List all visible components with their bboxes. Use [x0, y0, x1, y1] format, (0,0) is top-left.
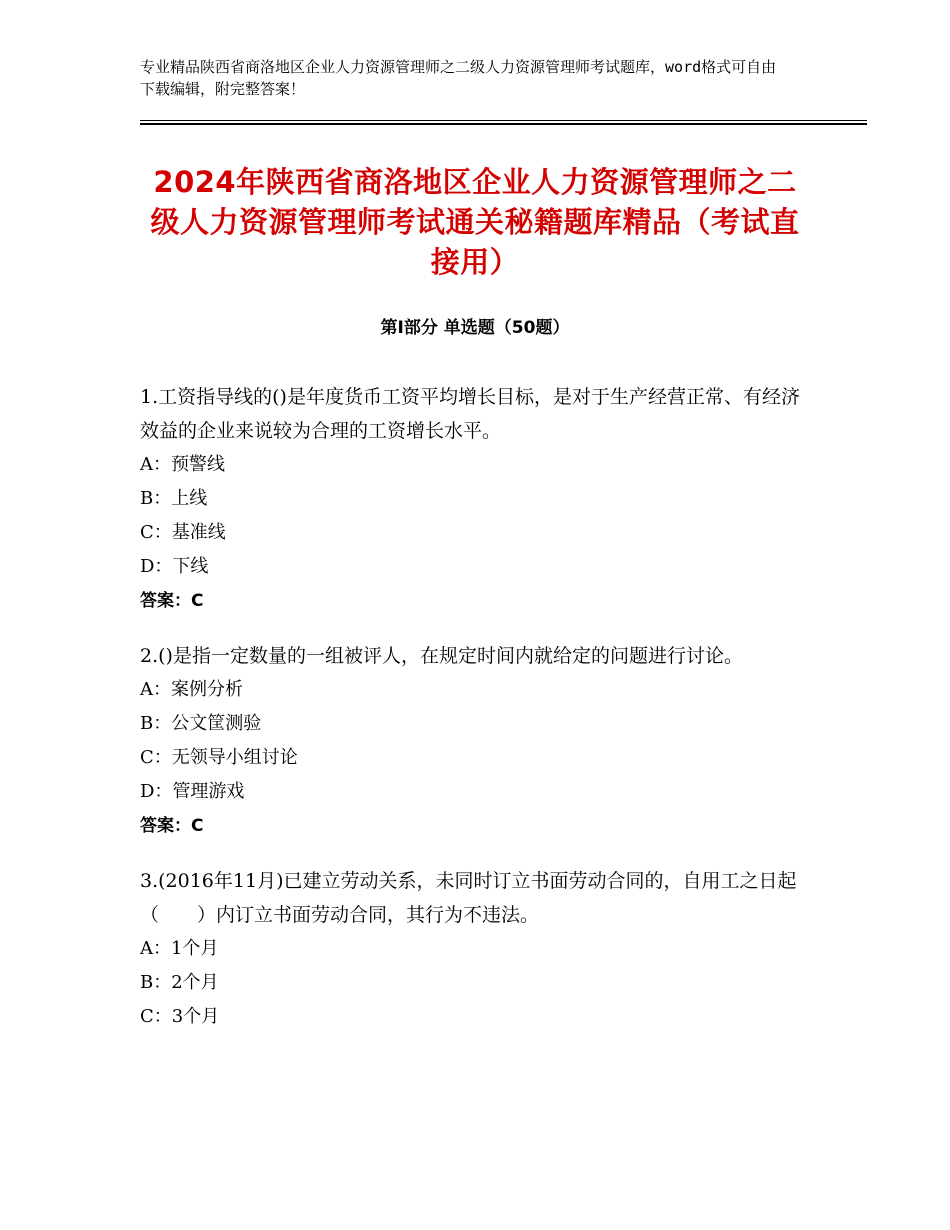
document-title: 2024年陕西省商洛地区企业人力资源管理师之二级人力资源管理师考试通关秘籍题库精品（考试直接用）	[150, 165, 800, 279]
question-stem: 1.工资指导线的()是年度货币工资平均增长目标，是对于生产经营正常、有经济效益的企业来说较为合理的工资增长水平。	[140, 386, 800, 442]
option-c: C：无领导小组讨论	[140, 747, 298, 768]
option-d: D：下线	[140, 556, 209, 577]
question-stem: 2.()是指一定数量的一组被评人，在规定时间内就给定的问题进行讨论。	[140, 645, 743, 667]
option-d: D：管理游戏	[140, 781, 245, 802]
option-a: A：预警线	[140, 454, 225, 475]
header-note: 专业精品陕西省商洛地区企业人力资源管理师之二级人力资源管理师考试题库，word格式可自由下载编辑，附完整答案！	[140, 58, 777, 98]
option-b: B：上线	[140, 488, 208, 509]
option-c: C：3个月	[140, 1006, 220, 1027]
option-a: A：案例分析	[140, 679, 243, 700]
answer: 答案：C	[140, 816, 204, 836]
header-divider	[140, 120, 867, 125]
section-title: 第Ⅰ部分 单选题（50题）	[380, 318, 570, 338]
question-stem: 3.(2016年11月)已建立劳动关系，未同时订立书面劳动合同的，自用工之日起（ ）内订立书面劳动合同，其行为不违法。	[140, 870, 797, 926]
question-2	[140, 639, 810, 843]
option-b: B：2个月	[140, 972, 219, 993]
question-3	[140, 864, 810, 1034]
question-list	[140, 380, 810, 1055]
option-a: A：1个月	[140, 938, 219, 959]
option-b: B：公文筐测验	[140, 713, 262, 734]
answer: 答案：C	[140, 591, 204, 611]
question-1	[140, 380, 810, 618]
option-c: C：基准线	[140, 522, 226, 543]
